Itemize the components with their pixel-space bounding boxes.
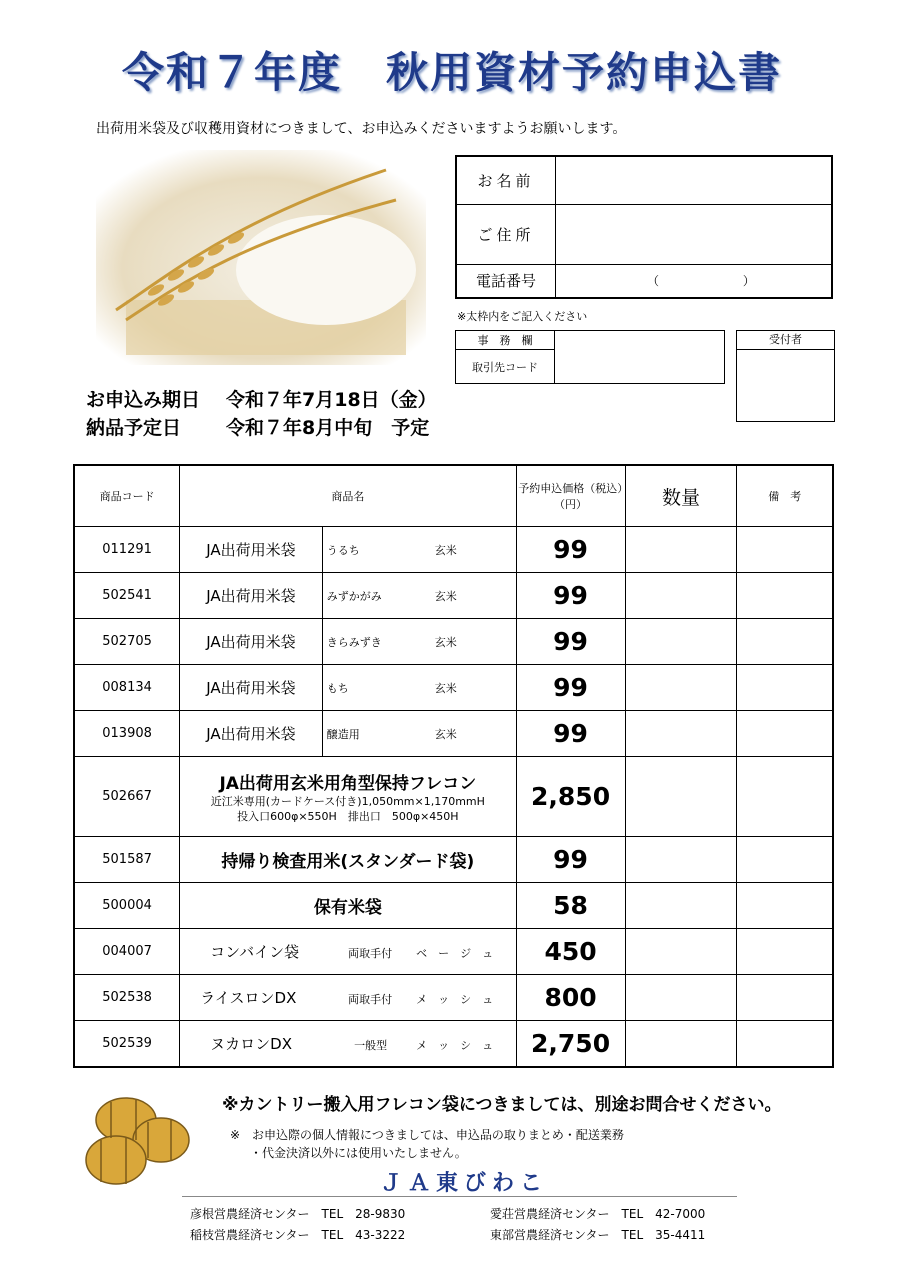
remarks-cell[interactable] (737, 527, 833, 573)
qty-cell[interactable] (625, 1021, 737, 1067)
qty-cell[interactable] (625, 527, 737, 573)
remarks-cell[interactable] (737, 711, 833, 757)
row-code: 011291 (74, 527, 180, 573)
row-code: 008134 (74, 665, 180, 711)
receiver-label: 受付者 (737, 331, 834, 350)
rice-bales-illustration (76, 1090, 196, 1190)
qty-cell[interactable] (625, 711, 737, 757)
office-contact: 稲枝営農経済センター TEL 43-3222 (190, 1228, 406, 1242)
row-price: 99 (516, 619, 625, 665)
table-row (74, 837, 833, 883)
phone-field[interactable] (556, 264, 833, 298)
apply-deadline-label: お申込み期日 (86, 389, 201, 411)
row-name (180, 757, 516, 837)
page-title: 令和７年度 秋用資材予約申込書 (121, 48, 782, 97)
table-row (74, 665, 833, 711)
remarks-cell[interactable] (737, 883, 833, 929)
table-row (74, 929, 833, 975)
footer-divider (182, 1196, 737, 1197)
flecon-name: JA出荷用玄米用角型保持フレコン (219, 774, 477, 794)
row-price: 99 (516, 527, 625, 573)
row-code: 502705 (74, 619, 180, 665)
flecon-spec-2: 投入口600φ×550H 排出口 500φ×450H (237, 810, 459, 823)
phone-paren-close: ） (742, 274, 755, 289)
intro-text: 出荷用米袋及び収穫用資材につきまして、お申込みくださいますようお願いします。 (96, 121, 627, 137)
row-price: 800 (516, 975, 625, 1021)
flecon-inquiry-note: ※カントリー搬入用フレコン袋につきましては、別途お問合せください。 (222, 1095, 782, 1115)
remarks-cell[interactable] (737, 573, 833, 619)
table-row (74, 711, 833, 757)
table-row (74, 757, 833, 837)
row-name: JA出荷用米袋 (180, 619, 323, 665)
row-variety: もち 玄米 (322, 665, 516, 711)
row-name: 保有米袋 (180, 883, 516, 929)
applicant-form (455, 155, 833, 299)
row-name: ヌカロンDX 一般型 メ ッ シ ュ (180, 1021, 516, 1067)
row-price: 99 (516, 711, 625, 757)
row-variety: うるち 玄米 (322, 527, 516, 573)
apply-deadline-value: 令和７年7月18日（金） (226, 389, 437, 411)
remarks-cell[interactable] (737, 929, 833, 975)
phone-paren-open: （ (647, 274, 660, 289)
header-code: 商品コード (74, 465, 180, 527)
row-code: 013908 (74, 711, 180, 757)
row-code: 502667 (74, 757, 180, 837)
office-contact: 彦根営農経済センター TEL 28-9830 (190, 1207, 406, 1221)
row-code: 500004 (74, 883, 180, 929)
row-price: 99 (516, 837, 625, 883)
remarks-cell[interactable] (737, 1021, 833, 1067)
flecon-spec-1: 近江米専用(カードケース付き)1,050mm×1,170mmH (210, 795, 485, 808)
table-row (74, 883, 833, 929)
header-qty: 数量 (625, 465, 737, 527)
table-row (74, 975, 833, 1021)
remarks-cell[interactable] (737, 975, 833, 1021)
receiver-box[interactable] (736, 330, 835, 422)
table-row (74, 573, 833, 619)
remarks-cell[interactable] (737, 619, 833, 665)
row-price: 450 (516, 929, 625, 975)
row-price: 58 (516, 883, 625, 929)
delivery-date-label: 納品予定日 (86, 417, 182, 439)
row-name: JA出荷用米袋 (180, 527, 323, 573)
qty-cell[interactable] (625, 837, 737, 883)
row-code: 502539 (74, 1021, 180, 1067)
qty-cell[interactable] (625, 975, 737, 1021)
header-price: 予約申込価格（税込）（円） (516, 465, 625, 527)
row-name: JA出荷用米袋 (180, 711, 323, 757)
row-variety: みずかがみ 玄米 (322, 573, 516, 619)
privacy-note (230, 1126, 624, 1162)
qty-cell[interactable] (625, 929, 737, 975)
table-row (74, 1021, 833, 1067)
office-contacts (190, 1204, 750, 1246)
row-code: 502541 (74, 573, 180, 619)
delivery-date-value: 令和７年8月中旬 予定 (226, 417, 430, 439)
qty-cell[interactable] (625, 883, 737, 929)
qty-cell[interactable] (625, 665, 737, 711)
client-code-field[interactable] (555, 331, 725, 384)
phone-label: 電話番号 (456, 264, 556, 298)
row-variety: 醸造用 玄米 (322, 711, 516, 757)
row-price: 99 (516, 573, 625, 619)
header-name: 商品名 (180, 465, 516, 527)
row-price: 99 (516, 665, 625, 711)
ja-logo: ＪＡ東びわこ (380, 1171, 549, 1196)
remarks-cell[interactable] (737, 757, 833, 837)
office-contact: 愛荘営農経済センター TEL 42-7000 (490, 1207, 706, 1221)
privacy-note-line2: ・代金決済以外には使用いたしません。 (250, 1146, 467, 1160)
rice-photo (96, 150, 426, 365)
table-header-row (74, 465, 833, 527)
row-price: 2,750 (516, 1021, 625, 1067)
qty-cell[interactable] (625, 757, 737, 837)
qty-cell[interactable] (625, 619, 737, 665)
row-name: JA出荷用米袋 (180, 665, 323, 711)
name-label: お名前 (456, 156, 556, 204)
address-label: ご住所 (456, 204, 556, 264)
row-name: コンバイン袋 両取手付 ベ ー ジ ュ (180, 929, 516, 975)
address-field[interactable] (556, 204, 833, 264)
row-code: 502538 (74, 975, 180, 1021)
form-note: ※太枠内をご記入ください (457, 310, 588, 323)
remarks-cell[interactable] (737, 837, 833, 883)
row-name: JA出荷用米袋 (180, 573, 323, 619)
privacy-note-line1: ※ お申込際の個人情報につきましては、申込品の取りまとめ・配送業務 (230, 1128, 624, 1142)
product-table (73, 464, 834, 1068)
row-name: ライスロンDX 両取手付 メ ッ シ ュ (180, 975, 516, 1021)
remarks-cell[interactable] (737, 665, 833, 711)
office-section-label: 事 務 欄 (456, 331, 555, 350)
row-price: 2,850 (516, 757, 625, 837)
row-name: 持帰り検査用米(スタンダード袋) (180, 837, 516, 883)
table-row (74, 527, 833, 573)
table-row (74, 619, 833, 665)
header-remarks: 備 考 (737, 465, 833, 527)
office-use-box (455, 330, 725, 384)
office-contact: 東部営農経済センター TEL 35-4411 (490, 1228, 706, 1242)
row-variety: きらみずき 玄米 (322, 619, 516, 665)
qty-cell[interactable] (625, 573, 737, 619)
name-field[interactable] (556, 156, 833, 204)
deadline-block (86, 386, 437, 442)
row-code: 501587 (74, 837, 180, 883)
row-code: 004007 (74, 929, 180, 975)
client-code-label: 取引先コード (456, 350, 555, 384)
